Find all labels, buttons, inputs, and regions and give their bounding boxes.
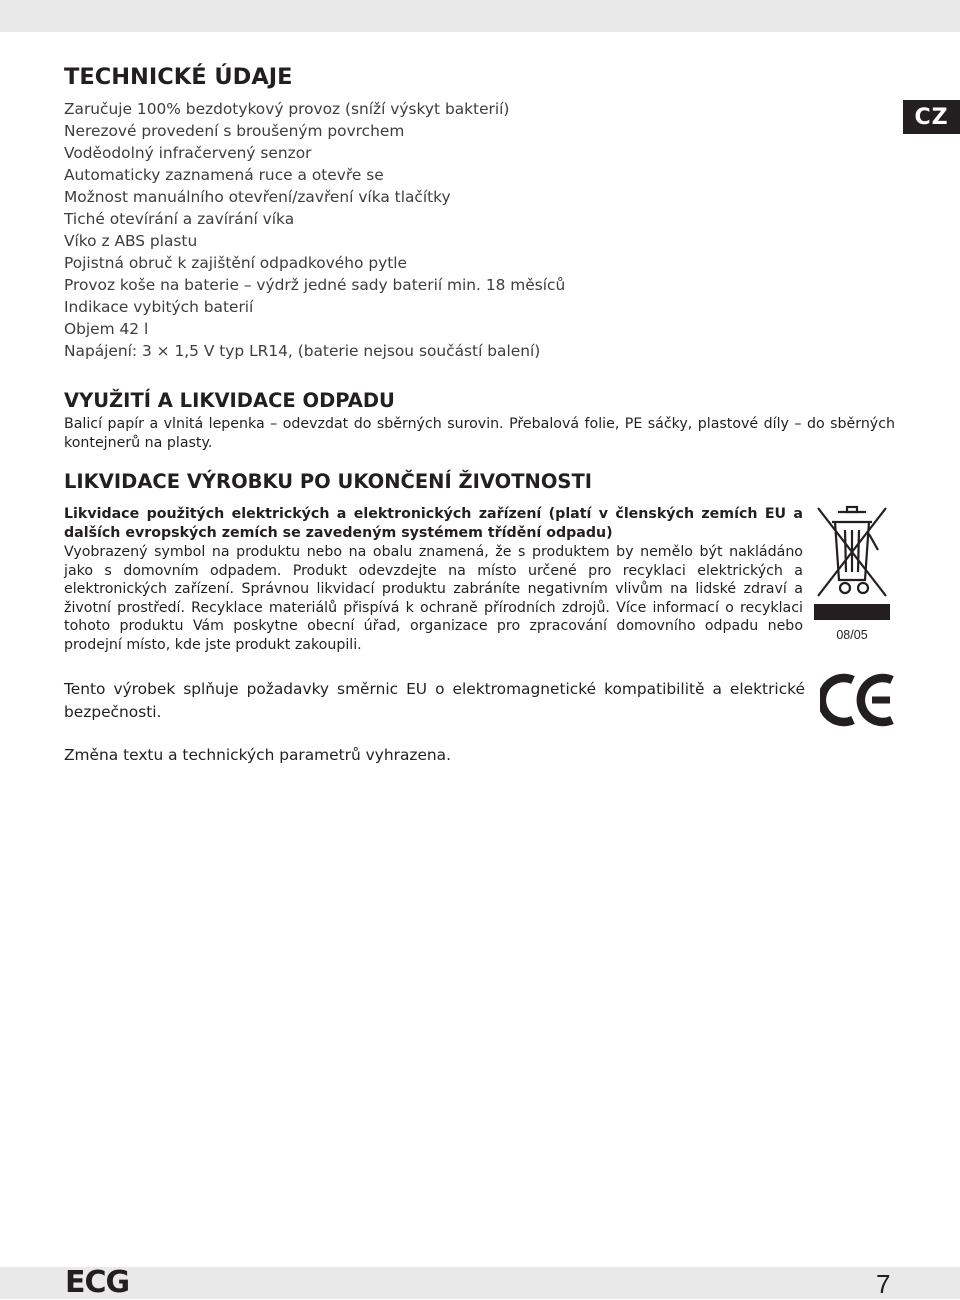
spec-item: Víko z ABS plastu bbox=[64, 232, 198, 250]
spec-item: Indikace vybitých baterií bbox=[64, 298, 254, 316]
spec-item: Automaticky zaznamená ruce a otevře se bbox=[64, 166, 384, 184]
spec-item: Nerezové provedení s broušeným povrchem bbox=[64, 122, 405, 140]
spec-item: Možnost manuálního otevření/zavření víka tlačítky bbox=[64, 188, 451, 206]
footer-bar bbox=[0, 1267, 960, 1299]
spec-item: Pojistná obruč k zajištění odpadkového pytle bbox=[64, 254, 407, 272]
change-notice: Změna textu a technických parametrů vyhrazena. bbox=[64, 746, 452, 764]
disposal-text: Vyobrazený symbol na produktu nebo na obalu znamená, že s produktem by nemělo být nakládáno jako s domovním odpadem. Produkt odevzdejte na místo určené pro recyklaci elektrických a elektronických zařízení. Správnou likvidací produktu zabráníte negativním vlivům na lidské zdraví a životní prostředí. Recyklace materiálů přispívá k ochraně přírodních zdrojů. Více informací o recyklaci tohoto produktu Vám poskytne obecní úřad, organizace pro zpracování domovního odpadu nebo prodejní místo, kde jste produkt zakoupili. bbox=[64, 544, 803, 653]
spec-item: Provoz koše na baterie – výdrž jedné sady baterií min. 18 měsíců bbox=[64, 276, 566, 294]
disposal-heading: LIKVIDACE VÝROBKU PO UKONČENÍ ŽIVOTNOSTI bbox=[64, 470, 593, 493]
spec-item: Napájení: 3 × 1,5 V typ LR14, (baterie nejsou součástí balení) bbox=[64, 342, 541, 360]
waste-text: Balicí papír a vlnitá lepenka – odevzdat do sběrných surovin. Přebalová folie, PE sáčky, plastové díly – do sběrných kontejnerů na plasty. bbox=[64, 416, 895, 451]
language-tab: CZ bbox=[903, 100, 960, 134]
brand-logo: ECG bbox=[65, 1265, 130, 1300]
technical-specs-heading: TECHNICKÉ ÚDAJE bbox=[64, 64, 293, 90]
disposal-bold-text: Likvidace použitých elektrických a elektronických zařízení (platí v členských zemích EU a dalších evropských zemích se zavedeným systémem třídění odpadu) bbox=[64, 506, 803, 541]
spec-item: Tiché otevírání a zavírání víka bbox=[64, 210, 295, 228]
compliance-text: Tento výrobek splňuje požadavky směrnic EU o elektromagnetické kompatibilitě a elektrické bezpečnosti. bbox=[64, 680, 805, 721]
weee-date: 08/05 bbox=[836, 628, 868, 642]
spec-item: Zaručuje 100% bezdotykový provoz (sníží výskyt bakterií) bbox=[64, 100, 510, 118]
page-number: 7 bbox=[876, 1269, 891, 1299]
waste-heading: VYUŽITÍ A LIKVIDACE ODPADU bbox=[64, 389, 395, 412]
technical-specs-list bbox=[64, 98, 565, 362]
top-bar bbox=[0, 0, 960, 32]
spec-item: Objem 42 l bbox=[64, 320, 149, 338]
ce-mark-icon bbox=[820, 672, 896, 728]
spec-item: Voděodolný infračervený senzor bbox=[64, 144, 312, 162]
crossed-out-wheelie-bin-icon bbox=[814, 500, 890, 626]
